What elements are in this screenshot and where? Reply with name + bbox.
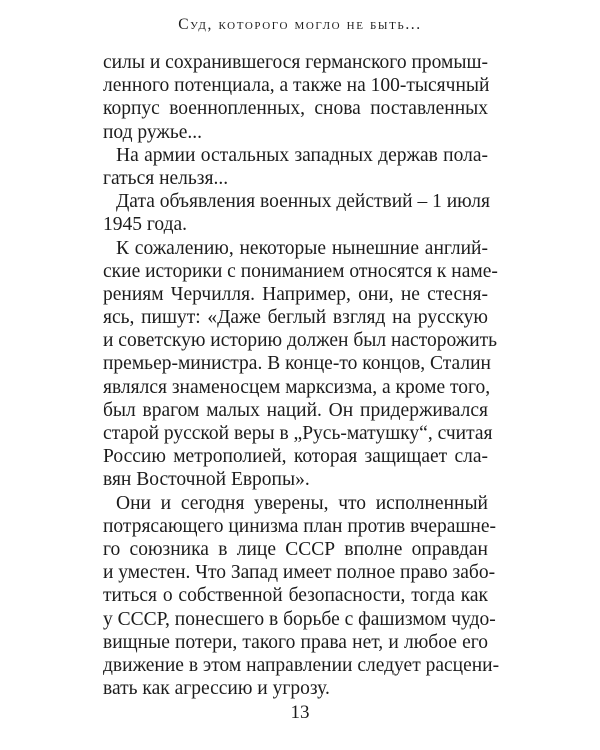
paragraph: [103, 144, 488, 190]
body-text: [103, 51, 500, 700]
running-head: Суд, которого могло не быть...: [178, 16, 422, 33]
text-line: вян Восточной Европы».: [103, 469, 310, 491]
text-line: 1945 года.: [103, 214, 188, 236]
text-line: под ружье...: [103, 121, 203, 143]
paragraph: [103, 492, 500, 701]
text-line: Они и сегодня уверены, что исполненный: [116, 492, 488, 514]
text-line: и уместен. Что Запад имеет полное право забо-: [103, 562, 496, 584]
paragraph: [103, 237, 498, 492]
text-line: гаться нельзя...: [103, 167, 229, 189]
text-line: и советскую историю должен был насторожить: [103, 330, 498, 352]
text-line: го союзника в лице СССР вполне оправдан: [103, 538, 488, 560]
text-line: корпус военнопленных, снова поставленных: [103, 98, 488, 120]
paragraph: [103, 190, 488, 236]
page-number: 13: [290, 702, 310, 723]
text-line: Россию метрополией, которая защищает сла-: [103, 446, 488, 468]
text-line: являлся знаменосцем марксизма, а кроме того,: [103, 376, 491, 398]
text-line: ясь, пишут: «Даже беглый взгляд на русскую: [103, 307, 488, 329]
text-line: вать как агрессию и угрозу.: [103, 678, 330, 700]
text-line: потрясающего цинизма план против вчерашне-: [103, 515, 497, 537]
text-line: был врагом малых наций. Он придерживался: [103, 399, 488, 421]
paragraph: [103, 51, 488, 144]
text-line: у СССР, понесшего в борьбе с фашизмом чудо-: [103, 608, 496, 630]
text-line: К сожалению, некоторые нынешние англий-: [116, 237, 488, 259]
text-line: ские историки с пониманием относятся к наме-: [103, 260, 498, 282]
text-line: движение в этом направлении следует расцени-: [103, 654, 500, 676]
text-line: вищные потери, такого права нет, и любое его: [103, 631, 488, 653]
text-line: На армии остальных западных держав пола-: [116, 144, 488, 166]
text-line: старой русской веры в „Русь-матушку“, считая: [103, 423, 493, 444]
text-line: Дата объявления военных действий – 1 июля: [116, 191, 490, 213]
text-line: титься о собственной безопасности, тогда как: [103, 585, 488, 607]
text-line: силы и сохранившегося германского промыш-: [103, 52, 488, 73]
text-line: премьер-министра. В конце-то концов, Сталин: [103, 353, 491, 375]
text-line: рениям Черчилля. Например, они, не стесня-: [103, 283, 488, 305]
text-line: ленного потенциала, а также на 100-тысячный: [103, 75, 490, 97]
